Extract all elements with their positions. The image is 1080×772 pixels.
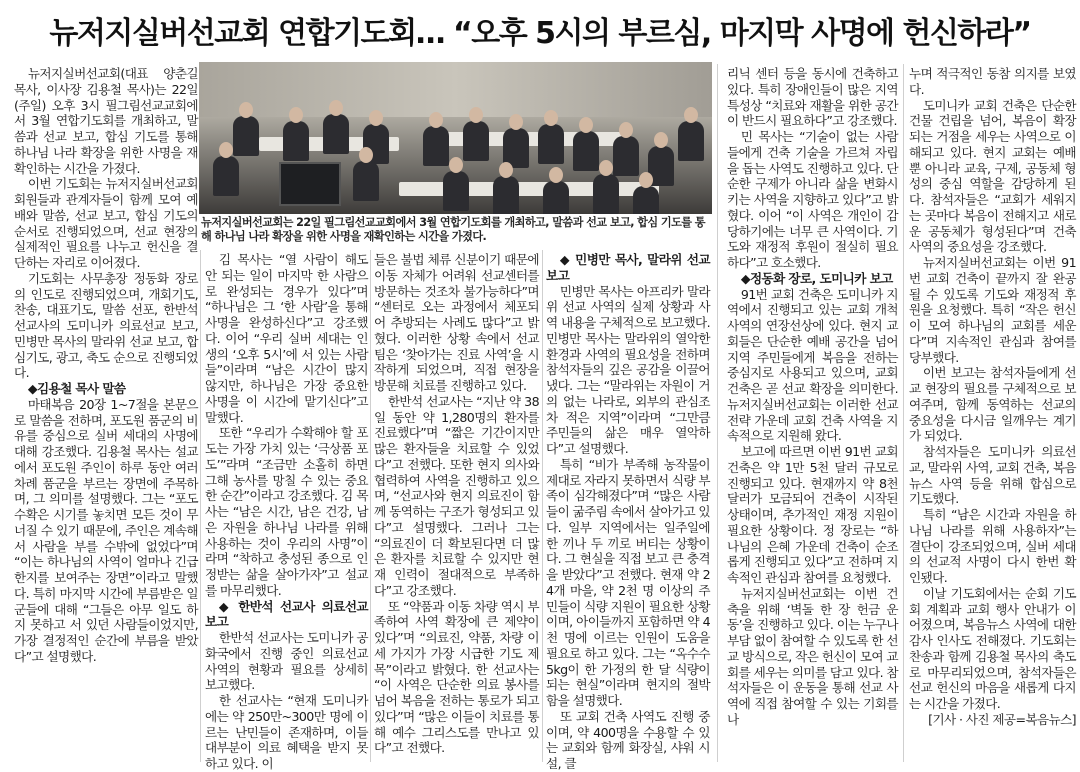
photo-caption: 뉴저지실버선교회는 22일 필그림선교교회에서 3월 연합기도회를 개최하고, 말씀과 선교 보고, 합심 기도를 통해 하나님 나라 확장을 위한 사명을 재확인하는 시간을 가졌다. (201, 216, 706, 243)
paragraph: 민 목사는 “기술이 없는 사람들에게 건축 기술을 가르쳐 자립을 돕는 사역도 진행하고 있다. 단순한 구제가 아니라 삶을 변화시키는 사역을 지향하고 있다”고 밝혔다. 이어 “이 사역은 개인이 감당하기에는 너무 큰 사역이다. 기도와 재정적 후원이 절실히 필요하다”고 호소했다. (727, 129, 898, 270)
paragraph: 또한 “우리가 수확해야 할 포도는 가장 가치 있는 ‘극상품 포도’”라며 “조금만 소홀히 하면 그해 농사를 망칠 수 있는 중요한 순간”이라고 강조했다. 김 목사는 “남은 시간, 남은 건강, 남은 자원을 하나님 나라를 위해 사용하는 것이 우리의 사명”이라며 “착하고 충성된 종으로 인정받는 삶을 살아가자”고 설교를 마무리했다. (205, 425, 368, 598)
article-photo (199, 62, 712, 214)
photo-person-head (369, 110, 383, 126)
paragraph: 한 선교사는 “현재 도미니카에는 약 250만~300만 명에 이르는 난민들이 존재하며, 이들 대부분이 의료 혜택을 받지 못하고 있다. 이 (205, 693, 368, 771)
photo-person-head (289, 107, 303, 123)
photo-person (633, 186, 659, 214)
section-heading: ◆김용철 목사 말씀 (27, 381, 126, 396)
photo-person-head (499, 162, 513, 178)
photo-person-head (359, 147, 373, 163)
photo-person (323, 114, 349, 154)
photo-person (678, 121, 704, 161)
column-rule (542, 250, 543, 762)
paragraph: 이번 기도회는 뉴저지실버선교회 회원들과 관계자들이 함께 모여 예배와 말씀, 선교 보고, 합심 기도의 순서로 진행되었으며, 선교 현장의 실제적인 필요를 나누고 헌신을 결단하는 자리로 이어졌다. (14, 176, 198, 270)
paragraph: 한반석 선교사는 도미니카 공화국에서 진행 중인 의료선교 사역의 현황과 필요를 상세히 보고했다. (205, 630, 368, 693)
headline: 뉴저지실버선교회 연합기도회… “오후 5시의 부르심, 마지막 사명에 헌신하라” (49, 16, 1031, 51)
paragraph: 특히 “비가 부족해 농작물이 제대로 자라지 못하면서 식량 부족이 심각해졌다”며 “많은 사람들이 굶주림 속에서 살아가고 있다. 일부 지역에서는 일주일에 한 끼나 두 끼로 버티는 상황이다. 그 현실을 직접 보고 큰 충격을 받았다”고 전했다. 현재 약 24개 마을, 약 2천 명 이상의 주민들이 식량 지원이 필요한 상황이며, 아이들까지 포함하면 약 4천 명에 이르는 인원이 도움을 필요로 하고 있다. 그는 “옥수수 5kg이 한 가정의 한 달 식량이 되는 현실”이라며 현지의 절박함을 설명했다. (546, 456, 710, 708)
photo-person (613, 136, 639, 176)
column-rule (200, 250, 201, 762)
section-heading: ◆ 민병만 목사, 말라위 선교 보고 (546, 252, 710, 283)
paragraph: 이번 보고는 참석자들에게 선교 현장의 필요를 구체적으로 보여주며, 함께 동역하는 선교의 중요성을 다시금 일깨우는 계기가 되었다. (909, 365, 1076, 444)
paragraph: 마태복음 20장 1~7절을 본문으로 말씀을 전하며, 포도원 품군의 비유를 중심으로 실버 세대의 사명에 대해 강조했다. 김용철 목사는 설교에서 포도원 주인이 하루 동안 여러 차례 품군을 부르는 장면에 주목하며, 그 의미를 설명했다. 그는 “포도 수확은 시기를 놓치면 모든 것이 무너질 수 있기 때문에, 주인은 계속해서 사람을 부를 수밖에 없었다”며 “이는 하나님의 사역이 얼마나 긴급한지를 보여주는 장면”이라고 말했다. 특히 마지막 시간에 부름받은 일군들에 대해 “그들은 아무 일도 하지 못하고 서 있던 사람들이었지만, 가장 결정적인 순간에 부름을 받았다”고 설명했다. (14, 396, 198, 664)
paragraph: 또 “약품과 이동 차량 역시 부족하여 사역 확장에 큰 제약이 있다”며 “의료진, 약품, 차량 이 세 가지가 가장 시급한 기도 제목”이라고 밝혔다. 한 선교사는 “이 사역은 단순한 의료 봉사를 넘어 복음을 전하는 통로가 되고 있다”며 “많은 이들이 치료를 통해 예수 그리스도를 만나고 있다”고 전했다. (374, 598, 539, 756)
photo-table (399, 182, 659, 196)
paragraph: 또 교회 건축 사역도 진행 중이며, 약 400명을 수용할 수 있는 교회와 함께 화장실, 샤워 시설, 클 (546, 708, 710, 771)
paragraph: 뉴저지실버선교회는 이번 91번 교회 건축이 끝까지 잘 완공될 수 있도록 기도와 재정적 후원을 요청했다. 특히 “작은 헌신이 모여 하나님의 교회를 세운다”며 지속적인 관심과 참여를 당부했다. (909, 255, 1076, 365)
photo-person (423, 126, 449, 166)
section-heading: ◆ 한반석 선교사 의료선교 보고 (205, 598, 368, 630)
photo-person-head (599, 160, 613, 176)
photo-credit: [기사 · 사진 제공=복음뉴스] (928, 711, 1076, 727)
photo-person-head (639, 172, 653, 188)
photo-person-head (239, 102, 253, 118)
paragraph: 특히 “남은 시간과 자원을 하나님 나라를 위해 사용하자”는 결단이 강조되었으며, 실버 세대의 선교적 사명이 다시 한번 확인됐다. (909, 507, 1076, 585)
photo-person (593, 174, 619, 214)
photo-person-head (469, 107, 483, 123)
photo-person (443, 171, 469, 211)
paragraph: 누며 적극적인 동참 의지를 보였다. (909, 66, 1076, 97)
photo-table (429, 132, 629, 146)
paragraph: 리닉 센터 등을 동시에 건축하고 있다. 특히 장애인들이 많은 지역 특성상 “치료와 재활을 위한 공간이 반드시 필요하다”고 강조했다. (727, 66, 898, 129)
photo-person-head (544, 110, 558, 126)
photo-person-head (329, 100, 343, 116)
photo-person-head (449, 157, 463, 173)
article-column-4 (546, 252, 710, 772)
article-column-3 (374, 252, 539, 756)
photo-laptop (279, 162, 341, 206)
column-rule (717, 64, 718, 762)
paragraph: 이날 기도회에서는 순회 기도회 계획과 교회 행사 안내가 이어졌으며, 복음뉴스 사역에 대한 감사 인사도 전해졌다. 기도회는 찬송과 함께 김용철 목사의 축도로 마무리되었으며, 참석자들은 선교 헌신의 마음을 새롭게 다지는 시간을 가졌다. (909, 585, 1076, 711)
photo-person-head (509, 114, 523, 130)
article-column-1 (14, 66, 198, 665)
paragraph: 뉴저지실버선교회는 이번 건축을 위해 ‘벽돌 한 장 헌금 운동’을 진행하고 있다. 이는 누구나 부담 없이 참여할 수 있도록 한 선교 방식으로, 작은 헌신이 모여 교회를 세우는 의미를 담고 있다. 참석자들은 이 운동을 통해 선교 사역에 직접 참여할 수 있는 기회를 나 (727, 585, 898, 727)
photo-person-head (684, 107, 698, 123)
photo-person (353, 161, 379, 201)
photo-person-head (579, 117, 593, 133)
paragraph: 보고에 따르면 이번 91번 교회 건축은 약 1만 5천 달러 규모로 진행되고 있다. 현재까지 약 8천 달러가 모금되어 건축이 시작된 상태이며, 추가적인 재정 지원이 필요한 상황이다. 정 장로는 “하나님의 은혜 가운데 건축이 순조롭게 진행되고 있다”고 전하며 지속적인 관심과 참여를 요청했다. (727, 444, 898, 585)
article-column-6 (909, 66, 1076, 728)
photo-person (283, 121, 309, 161)
article-column-5 (727, 66, 898, 728)
paragraph: 참석자들은 도미니카 의료선교, 말라위 사역, 교회 건축, 복음뉴스 사역 등을 위해 합심으로 기도했다. (909, 444, 1076, 507)
photo-person-head (619, 122, 633, 138)
paragraph: 기도회는 사무총장 정동화 장로의 인도로 진행되었으며, 개회기도, 찬송, 대표기도, 말씀 선포, 한반석 선교사의 도미니카 의료선교 보고, 민병만 목사의 말라위 선교 보고, 합심기도, 광고, 축도 순으로 진행되었다. (14, 270, 198, 381)
paragraph: 91번 교회 건축은 도미니카 지역에서 진행되고 있는 교회 개척 사역의 연장선상에 있다. 현지 교회들은 단순한 예배 공간을 넘어 지역 주민들에게 복음을 전하는 중심지로 사용되고 있으며, 교회 건축은 곧 선교 확장을 의미한다. 뉴저지실버선교회는 이러한 선교 전략 가운데 교회 건축 사역을 지속적으로 지원해 왔다. (727, 286, 898, 444)
paragraph: 민병만 목사는 아프리카 말라위 선교 사역의 실제 상황과 사역 내용을 구체적으로 보고했다. 민병만 목사는 말라위의 열악한 환경과 사역의 필요성을 전하며 참석자들의 깊은 공감을 이끌어냈다. 그는 “말라위는 자원이 거의 없는 나라로, 외부의 관심조차 적은 지역”이라며 “그만큼 주민들의 삶은 매우 열악하다”고 설명했다. (546, 283, 710, 456)
photo-person-head (549, 167, 563, 183)
paragraph: 한반석 선교사는 “지난 약 38일 동안 약 1,280명의 환자를 진료했다”며 “짧은 기간이지만 많은 환자들을 치료할 수 있었다”고 전했다. 또한 현지 의사와 협력하여 사역을 진행하고 있으며, “선교사와 현지 의료진이 함께 동역하는 구조가 형성되고 있다”고 설명했다. 그러나 그는 “의료진이 더 확보된다면 더 많은 환자를 치료할 수 있지만 현재 인력이 절대적으로 부족하다”고 강조했다. (374, 393, 539, 598)
photo-person (543, 181, 569, 214)
article-column-2 (205, 252, 368, 772)
photo-person-head (654, 132, 668, 148)
photo-person-head (219, 142, 233, 158)
paragraph: 김 목사는 “열 사람이 해도 안 되는 일이 마지막 한 사람으로 완성되는 경우가 있다”며 “하나님은 그 ‘한 사람’을 통해 사명을 완성하신다”고 강조했다. 이어 “우리 실버 세대는 인생의 ‘오후 5시’에 서 있는 사람들”이라며 “남은 시간이 많지 않지만, 하나님은 가장 중요한 사명을 이 시간에 맡기신다”고 말했다. (205, 252, 368, 425)
paragraph: 들은 불법 체류 신분이기 때문에 이동 자체가 어려워 선교센터를 방문하는 것조차 불가능하다”며 “센터로 오는 과정에서 체포되어 추방되는 사례도 많다”고 밝혔다. 이러한 상황 속에서 선교팀은 ‘찾아가는 진료 사역’을 시작하게 되었으며, 직접 현장을 방문해 치료를 진행하고 있다. (374, 252, 539, 393)
photo-person (213, 156, 239, 196)
photo-person (233, 116, 259, 156)
paragraph: 뉴저지실버선교회(대표 양춘길 목사, 이사장 김용철 목사)는 22일(주일) 오후 3시 필그림선교교회에서 3월 연합기도회를 개최하고, 말씀과 선교 보고, 합심 기도를 통해 하나님 나라 확장을 위한 사명을 재확인하는 시간을 가졌다. (14, 66, 198, 176)
column-rule (370, 250, 371, 762)
photo-person (538, 124, 564, 164)
photo-person (573, 131, 599, 171)
photo-person (493, 176, 519, 214)
photo-person-head (429, 112, 443, 128)
section-heading: ◆정동화 장로, 도미니카 보고 (740, 270, 893, 286)
column-rule (903, 64, 904, 762)
photo-wall (199, 62, 712, 117)
paragraph: 도미니카 교회 건축은 단순한 건물 건립을 넘어, 복음이 확장되는 거점을 세우는 사역으로 이해되고 있다. 현지 교회는 예배뿐 아니라 교육, 구제, 공동체 형성의 중심 역할을 감당하게 된다. 참석자들은 “교회가 세워지는 곳마다 복음이 전해지고 새로운 공동체가 형성된다”며 건축 사역의 중요성을 강조했다. (909, 97, 1076, 255)
photo-person (463, 121, 489, 161)
